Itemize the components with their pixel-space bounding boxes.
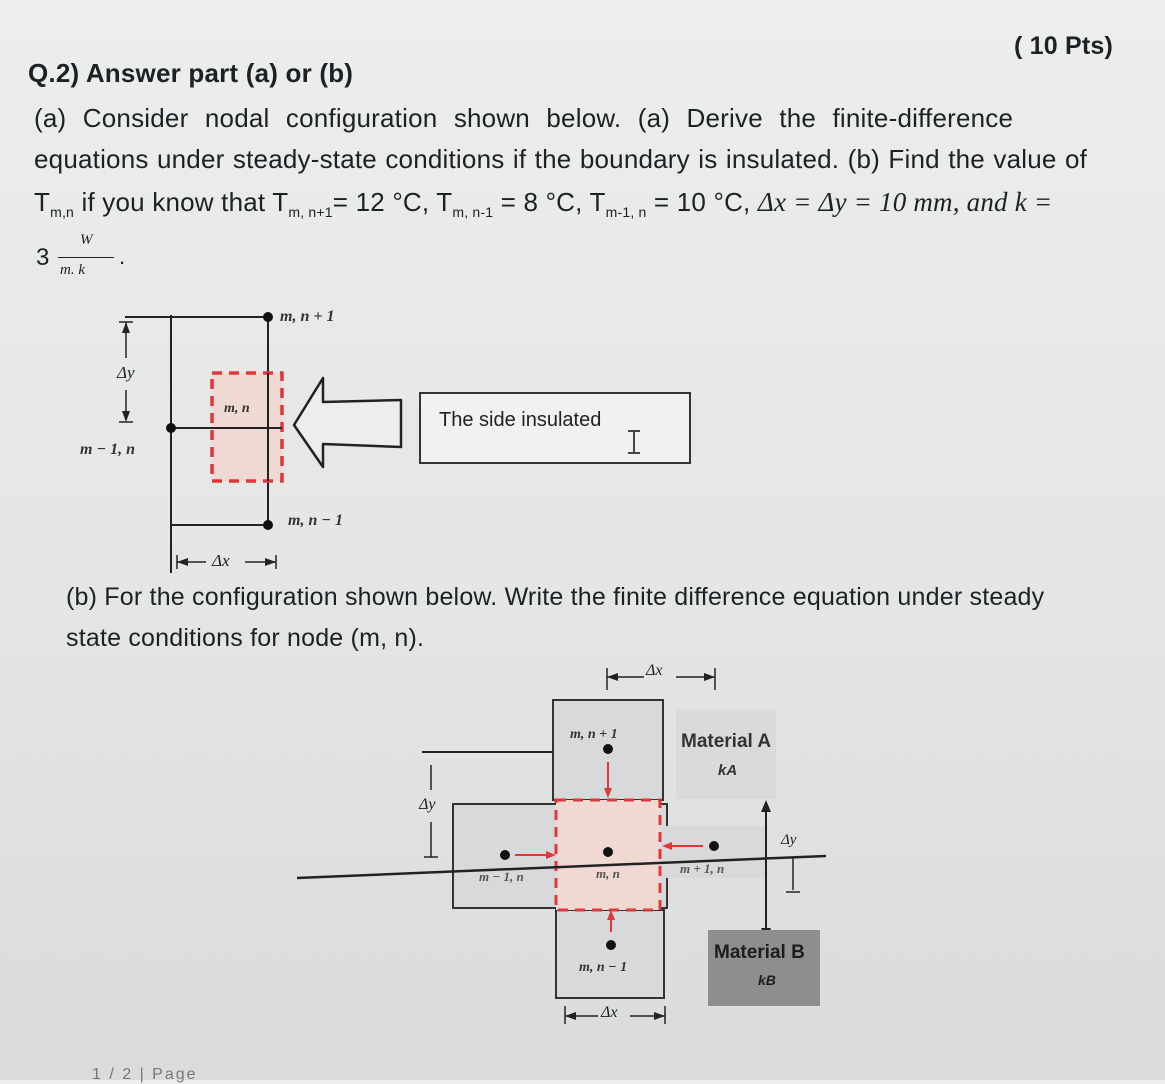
insulated-callout-text: The side insulated [439, 409, 602, 431]
question-title: Q.2) Answer part (a) or (b) [28, 58, 354, 88]
figure-b-dy-left-label: Δy [419, 796, 436, 813]
figure-a-dx-label: Δx [212, 551, 230, 570]
figure-b-node-bottom: m, n − 1 [579, 960, 628, 975]
material-a-label: Material A [681, 731, 772, 752]
points-label: ( 10 Pts) [1014, 32, 1114, 60]
material-b-k: kB [758, 972, 776, 988]
figure-a-node-center: m, n [224, 401, 250, 416]
figure-b-dx-bottom-label: Δx [601, 1004, 618, 1021]
material-a-k: kA [718, 762, 738, 779]
material-b-label: Material B [714, 942, 805, 963]
figure-b-dy-right-label: Δy [781, 832, 797, 848]
figure-b-node-left: m − 1, n [479, 869, 524, 884]
part-a-line-2: equations under steady-state conditions if the boundary is insulated. (b) Find the value of [34, 144, 1088, 174]
figure-a-dy-label: Δy [117, 363, 135, 382]
figure-a-node-bottom: m, n − 1 [288, 512, 344, 529]
k-value: 3 W m. k . [36, 232, 126, 278]
part-a-line-3: $T_{m,n}$ if you know that $T_{m, n+1}= 12$ °C, $T_{m, n-1} = 8$ °C, $T_{m-1, n} = 10$ °C, Δx = Δy = 10 mm, and k = [34, 187, 1053, 221]
material-b-box [708, 930, 820, 1006]
figure-b-node-right: m + 1, n [680, 861, 725, 876]
part-b-line-2: state conditions for node (m, n). [66, 624, 425, 652]
material-a-box [676, 709, 776, 799]
part-a-line-1: (a) Consider nodal configuration shown below. (a) Derive the finite-difference [34, 103, 1014, 133]
figure-b-dx-top-label: Δx [646, 662, 663, 679]
figure-a-node-left: m − 1, n [80, 441, 136, 458]
page-footer: 1 / 2 | Page [92, 1066, 198, 1083]
figure-b-node-center: m, n [596, 866, 620, 881]
part-b-line-1: (b) For the configuration shown below. Write the finite difference equation under steady [66, 583, 1045, 611]
figure-b-node-top: m, n + 1 [570, 727, 618, 742]
figure-a-node-top: m, n + 1 [280, 308, 335, 325]
